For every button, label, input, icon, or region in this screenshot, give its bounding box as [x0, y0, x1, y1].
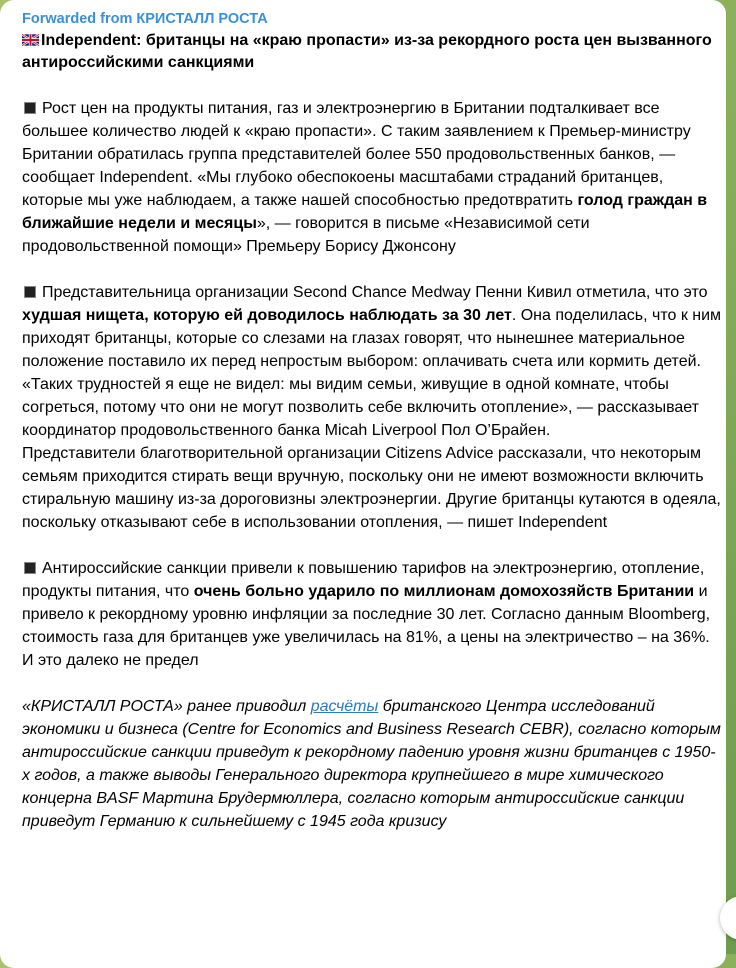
calculations-link[interactable]: расчёты: [310, 698, 379, 715]
paragraph-3: Антироссийские санкции привели к повышению тарифов на электроэнергию, отопление, продукты питания, что очень больно ударило по миллионам домохозяйств Британии и привело к рекордному уровню инфляции за последние 30 лет. Согласно данным Bloomberg, стоимость газа для британцев уже увеличилась на 81%, а цены на электричество – на 36%. И это далеко не предел: [22, 560, 711, 669]
paragraph-1: Рост цен на продукты питания, газ и электроэнергию в Британии подталкивает все большее количество людей к «краю пропасти». С таким заявлением к Премьер-министру Британии обратилась группа представителей более 550 продовольственных банков, — сообщает Independent. «Мы глубоко обеспокоены масштабами страданий британцев, которые мы уже наблюдаем, а также нашей способностью предотвратить голод граждан в ближайшие недели и месяцы», — говорится в письме «Независимой сети продовольственной помощи» Премьеру Борису Джонсону: [22, 100, 708, 255]
paragraph-2: Представительница организации Second Chance Medway Пенни Кивил отметила, что это худшая нищета, которую ей доводилось наблюдать за 30 лет. Она поделилась, что к ним приходят британцы, которые со слезами на глазах говорят, что нынешнее материальное положение поставило их перед непростым выбором: оплачивать счета или кормить детей. «Таких трудностей я еще не видел: мы видим семьи, живущие в одной комнате, чтобы согреться, потому что они не могут позволить себе включить отопление», — рассказывает координатор продовольственного банка Micah Liverpool Пол О’Брайен. Представители благотворительной организации Citizens Advice рассказали, что некоторым семьям приходится стирать вещи вручную, поскольку они не имеют возможности включить стиральную машину из-за дороговизны электроэнергии. Другие британцы кутаются в одеяла, поскольку отказывают себе в использовании отопления, — пишет Independent: [22, 284, 722, 531]
paragraph-4: «КРИСТАЛЛ РОСТА» ранее приводил расчёты британского Центра исследований экономики и бизнеса (Centre for Economics and Business Research CEBR), согласно которым антироссийские санкции приведут к рекордному падению уровня жизни британцев с 1950-х годов, а также выводы Генерального директора крупнейшего в мире химического концерна BASF Мартина Брудермюллера, согласно которым антироссийские санкции приведут Германию к сильнейшему с 1945 года кризису: [22, 698, 721, 830]
black-square-bullet-icon: [24, 562, 36, 574]
uk-flag-icon: [22, 34, 39, 46]
black-square-bullet-icon: [24, 286, 36, 298]
forwarded-from-link[interactable]: Forwarded from КРИСТАЛЛ РОСТА: [22, 11, 268, 27]
message-title: [22, 30, 712, 74]
title-text: Independent: британцы на «краю пропасти» из-за рекордного роста цен вызванного антироссийскими санкциями: [22, 32, 712, 71]
black-square-bullet-icon: [24, 102, 36, 114]
